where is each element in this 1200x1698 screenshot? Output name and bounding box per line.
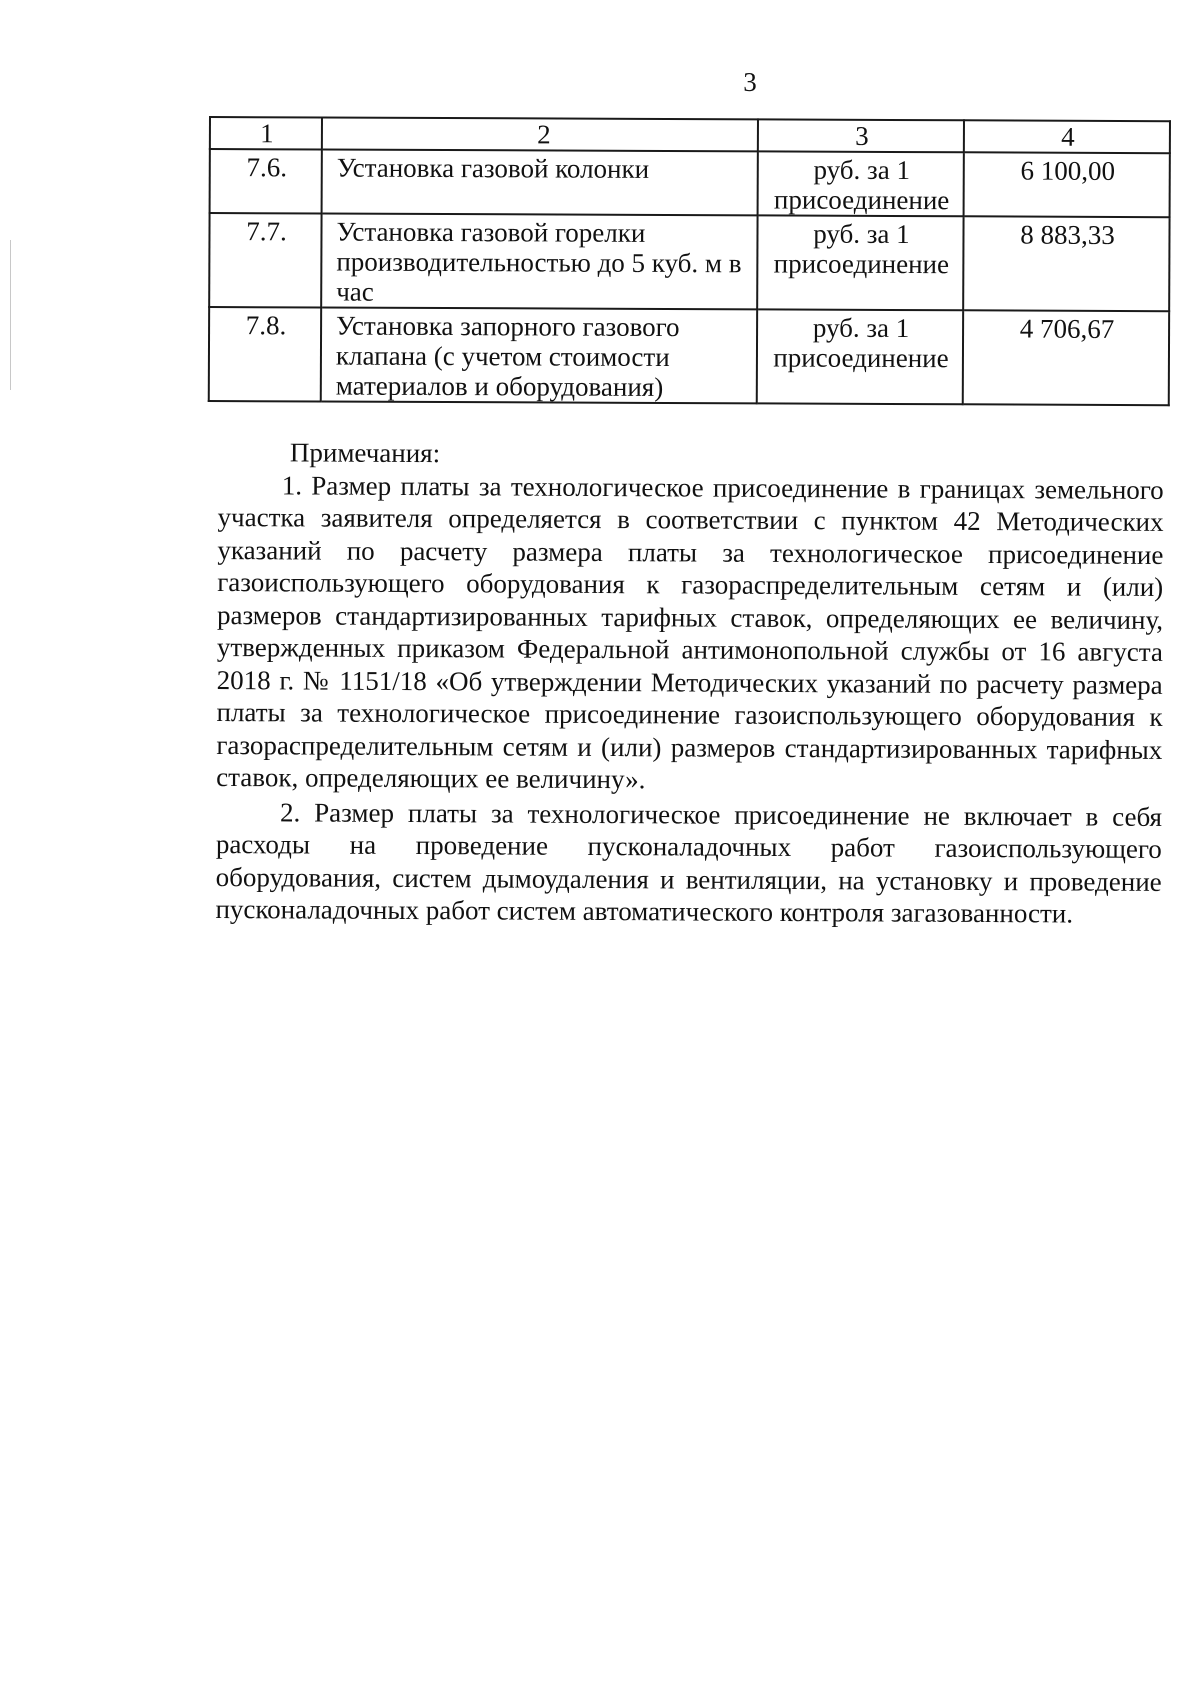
price-value: 4 706,67	[963, 310, 1169, 405]
column-header: 1	[210, 117, 322, 149]
note-paragraph: 1. Размер платы за технологическое присоединение в границах земельного участка заявителя определяется в соответствии с пунктом 42 Методических указаний по расчету размера платы за технологическое присоединение газоиспользующего оборудования к газораспределительным сетям и (или) размеров стандартизированных тарифных ставок, определяющих ее величину, утвержденных приказом Федеральной антимонопольной службы от 16 августа 2018 г. № 1151/18 «Об утверждении Методических указаний по расчету размера платы за технологическое присоединение газоиспользующего оборудования к газораспределительным сетям и (или) размеров стандартизированных тарифных ставок, определяющих ее величину».	[216, 469, 1164, 795]
column-header: 2	[322, 117, 758, 151]
row-number: 7.8.	[209, 307, 321, 401]
service-name: Установка запорного газового клапана (с учетом стоимости материалов и оборудования)	[321, 307, 757, 403]
service-name: Установка газовой колонки	[322, 149, 758, 215]
unit-of-measure: руб. за 1 присоединение	[757, 309, 963, 404]
notes-title: Примечания:	[289, 437, 441, 469]
scan-edge-mark	[10, 240, 11, 390]
unit-of-measure: руб. за 1 присоединение	[758, 151, 964, 216]
table-row	[209, 213, 1169, 311]
service-name: Установка газовой горелки производительностью до 5 куб. м в час	[321, 213, 757, 309]
tariff-table	[208, 116, 1171, 406]
page-number: 3	[743, 67, 757, 97]
price-value: 8 883,33	[963, 216, 1169, 311]
unit-of-measure: руб. за 1 присоединение	[757, 215, 963, 310]
price-value: 6 100,00	[964, 152, 1170, 217]
table-header-row	[210, 117, 1170, 153]
notes-section	[215, 436, 1164, 930]
table-row	[209, 307, 1169, 405]
column-header: 4	[964, 120, 1170, 153]
row-number: 7.6.	[210, 149, 322, 213]
note-paragraph: 2. Размер платы за технологическое присоединение не включает в себя расходы на проведение пусконаладочных работ газоиспользующего оборудования, систем дымоудаления и вентиляции, на установку и проведение пусконаладочных работ систем автоматического контроля загазованности.	[215, 796, 1163, 929]
column-header: 3	[758, 119, 964, 152]
table-row	[210, 149, 1170, 217]
row-number: 7.7.	[209, 213, 321, 307]
